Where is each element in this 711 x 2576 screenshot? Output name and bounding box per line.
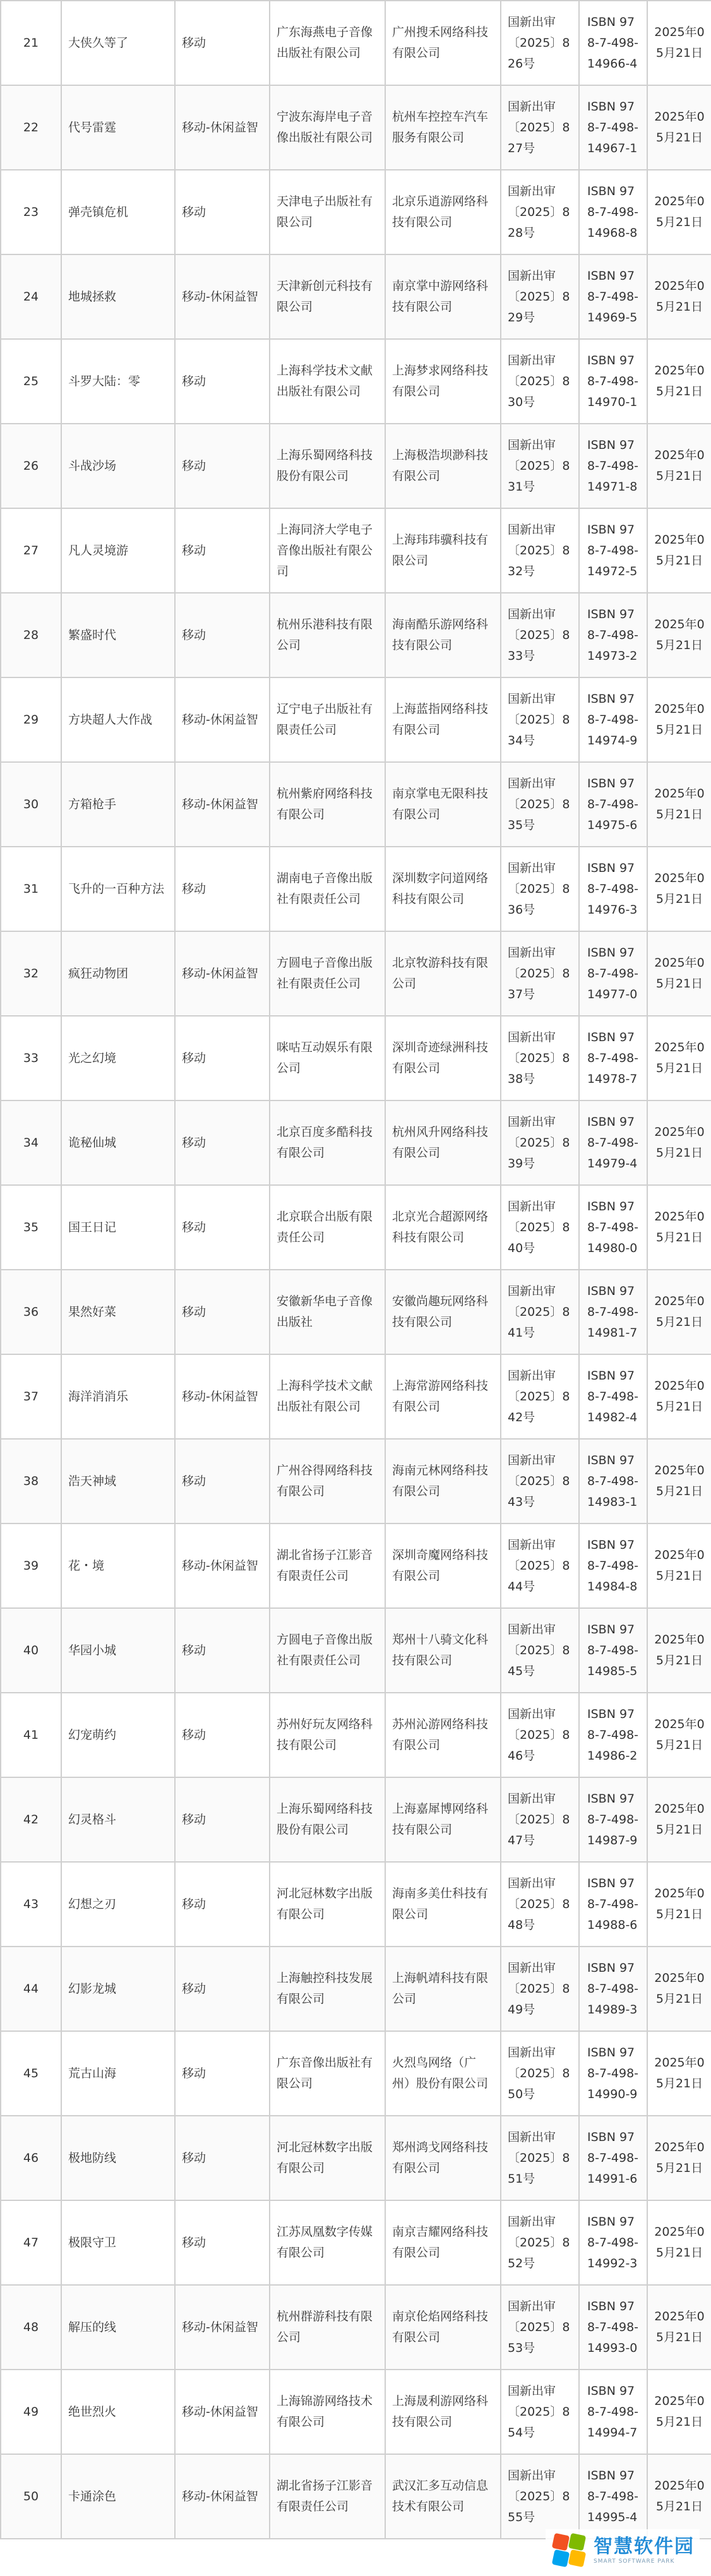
operator-cell: 南京伦焰网络科技有限公司: [385, 2285, 501, 2370]
approval-date-cell: 2025年05月21日: [647, 2116, 711, 2200]
publisher-cell: 方圆电子音像出版社有限责任公司: [270, 1608, 385, 1693]
game-category-cell: 移动: [175, 2031, 270, 2116]
table-row: [1, 931, 711, 1016]
game-category-cell: 移动-休闲益智: [175, 2370, 270, 2454]
approval-number-cell: 国新出审〔2025〕842号: [501, 1354, 579, 1439]
game-category-cell: 移动: [175, 170, 270, 254]
table-row: [1, 1777, 711, 1862]
game-name-cell: 幻灵格斗: [61, 1777, 175, 1862]
row-number-cell: 41: [1, 1693, 61, 1777]
table-row: [1, 1439, 711, 1524]
game-category-cell: 移动: [175, 1439, 270, 1524]
operator-cell: 南京掌中游网络科技有限公司: [385, 254, 501, 339]
approval-number-cell: 国新出审〔2025〕837号: [501, 931, 579, 1016]
publisher-cell: 广东海燕电子音像出版社有限公司: [270, 1, 385, 85]
row-number-cell: 50: [1, 2454, 61, 2539]
approval-date-cell: 2025年05月21日: [647, 762, 711, 847]
approval-date-cell: 2025年05月21日: [647, 424, 711, 508]
game-category-cell: 移动: [175, 339, 270, 424]
operator-cell: 武汉汇多互动信息技术有限公司: [385, 2454, 501, 2539]
isbn-cell: ISBN 978-7-498-14993-0: [579, 2285, 647, 2370]
isbn-cell: ISBN 978-7-498-14976-3: [579, 847, 647, 931]
table-row: [1, 508, 711, 593]
game-name-cell: 花・境: [61, 1524, 175, 1608]
game-name-cell: 幻宠萌约: [61, 1693, 175, 1777]
game-name-cell: 绝世烈火: [61, 2370, 175, 2454]
isbn-cell: ISBN 978-7-498-14994-7: [579, 2370, 647, 2454]
operator-cell: 上海常游网络科技有限公司: [385, 1354, 501, 1439]
isbn-cell: ISBN 978-7-498-14986-2: [579, 1693, 647, 1777]
operator-cell: 上海极浩坝渺科技有限公司: [385, 424, 501, 508]
game-name-cell: 国王日记: [61, 1185, 175, 1270]
isbn-cell: ISBN 978-7-498-14983-1: [579, 1439, 647, 1524]
game-name-cell: 方箱枪手: [61, 762, 175, 847]
table-row: [1, 1100, 711, 1185]
table-row: [1, 1947, 711, 2031]
approval-date-cell: 2025年05月21日: [647, 508, 711, 593]
row-number-cell: 49: [1, 2370, 61, 2454]
game-name-cell: 方块超人大作战: [61, 677, 175, 762]
approval-number-cell: 国新出审〔2025〕848号: [501, 1862, 579, 1947]
approval-date-cell: 2025年05月21日: [647, 847, 711, 931]
game-name-cell: 斗罗大陆：零: [61, 339, 175, 424]
row-number-cell: 44: [1, 1947, 61, 2031]
game-category-cell: 移动: [175, 1777, 270, 1862]
approval-number-cell: 国新出审〔2025〕835号: [501, 762, 579, 847]
game-category-cell: 移动: [175, 847, 270, 931]
row-number-cell: 35: [1, 1185, 61, 1270]
isbn-cell: ISBN 978-7-498-14975-6: [579, 762, 647, 847]
isbn-cell: ISBN 978-7-498-14992-3: [579, 2200, 647, 2285]
approval-date-cell: 2025年05月21日: [647, 1270, 711, 1354]
approval-number-cell: 国新出审〔2025〕851号: [501, 2116, 579, 2200]
row-number-cell: 43: [1, 1862, 61, 1947]
operator-cell: 上海帆靖科技有限公司: [385, 1947, 501, 2031]
isbn-cell: ISBN 978-7-498-14985-5: [579, 1608, 647, 1693]
row-number-cell: 32: [1, 931, 61, 1016]
approval-number-cell: 国新出审〔2025〕852号: [501, 2200, 579, 2285]
approval-date-cell: 2025年05月21日: [647, 1947, 711, 2031]
game-name-cell: 飞升的一百种方法: [61, 847, 175, 931]
approval-date-cell: 2025年05月21日: [647, 2200, 711, 2285]
publisher-cell: 江苏凤凰数字传媒有限公司: [270, 2200, 385, 2285]
isbn-cell: ISBN 978-7-498-14980-0: [579, 1185, 647, 1270]
game-category-cell: 移动: [175, 1608, 270, 1693]
approval-number-cell: 国新出审〔2025〕827号: [501, 85, 579, 170]
publisher-cell: 杭州紫府网络科技有限公司: [270, 762, 385, 847]
row-number-cell: 21: [1, 1, 61, 85]
approval-date-cell: 2025年05月21日: [647, 931, 711, 1016]
isbn-cell: ISBN 978-7-498-14995-4: [579, 2454, 647, 2539]
row-number-cell: 36: [1, 1270, 61, 1354]
game-name-cell: 果然好菜: [61, 1270, 175, 1354]
game-name-cell: 代号雷霆: [61, 85, 175, 170]
isbn-cell: ISBN 978-7-498-14991-6: [579, 2116, 647, 2200]
row-number-cell: 45: [1, 2031, 61, 2116]
table-row: [1, 1862, 711, 1947]
publisher-cell: 咪咕互动娱乐有限公司: [270, 1016, 385, 1100]
approval-date-cell: 2025年05月21日: [647, 254, 711, 339]
table-row: [1, 2031, 711, 2116]
approval-date-cell: 2025年05月21日: [647, 677, 711, 762]
row-number-cell: 31: [1, 847, 61, 931]
table-row: [1, 2200, 711, 2285]
table-row: [1, 762, 711, 847]
approval-number-cell: 国新出审〔2025〕845号: [501, 1608, 579, 1693]
game-name-cell: 华园小城: [61, 1608, 175, 1693]
table-row: [1, 1016, 711, 1100]
game-category-cell: 移动: [175, 508, 270, 593]
game-category-cell: 移动: [175, 2116, 270, 2200]
table-row: [1, 339, 711, 424]
operator-cell: 南京掌电无限科技有限公司: [385, 762, 501, 847]
game-category-cell: 移动: [175, 2200, 270, 2285]
isbn-cell: ISBN 978-7-498-14970-1: [579, 339, 647, 424]
isbn-cell: ISBN 978-7-498-14968-8: [579, 170, 647, 254]
game-category-cell: 移动: [175, 1947, 270, 2031]
row-number-cell: 48: [1, 2285, 61, 2370]
approval-date-cell: 2025年05月21日: [647, 339, 711, 424]
approval-number-cell: 国新出审〔2025〕832号: [501, 508, 579, 593]
operator-cell: 广州搜禾网络科技有限公司: [385, 1, 501, 85]
game-category-cell: 移动: [175, 1862, 270, 1947]
game-name-cell: 凡人灵境游: [61, 508, 175, 593]
approval-number-cell: 国新出审〔2025〕849号: [501, 1947, 579, 2031]
approval-number-cell: 国新出审〔2025〕833号: [501, 593, 579, 677]
watermark: [546, 2529, 700, 2571]
table-row: [1, 593, 711, 677]
approval-date-cell: 2025年05月21日: [647, 2454, 711, 2539]
table-row: [1, 1270, 711, 1354]
operator-cell: 北京乐逍游网络科技有限公司: [385, 170, 501, 254]
isbn-cell: ISBN 978-7-498-14969-5: [579, 254, 647, 339]
game-name-cell: 海洋消消乐: [61, 1354, 175, 1439]
game-category-cell: 移动-休闲益智: [175, 1524, 270, 1608]
game-name-cell: 地城拯救: [61, 254, 175, 339]
publisher-cell: 北京百度多酷科技有限公司: [270, 1100, 385, 1185]
table-row: [1, 2370, 711, 2454]
publisher-cell: 广州谷得网络科技有限公司: [270, 1439, 385, 1524]
publisher-cell: 湖北省扬子江影音有限责任公司: [270, 1524, 385, 1608]
publisher-cell: 上海同济大学电子音像出版社有限公司: [270, 508, 385, 593]
approval-number-cell: 国新出审〔2025〕854号: [501, 2370, 579, 2454]
game-category-cell: 移动-休闲益智: [175, 2454, 270, 2539]
row-number-cell: 46: [1, 2116, 61, 2200]
approval-date-cell: 2025年05月21日: [647, 1439, 711, 1524]
table-row: [1, 254, 711, 339]
publisher-cell: 杭州乐港科技有限公司: [270, 593, 385, 677]
game-name-cell: 斗战沙场: [61, 424, 175, 508]
approval-number-cell: 国新出审〔2025〕836号: [501, 847, 579, 931]
isbn-cell: ISBN 978-7-498-14989-3: [579, 1947, 647, 2031]
game-category-cell: 移动: [175, 1185, 270, 1270]
table-row: [1, 2454, 711, 2539]
publisher-cell: 杭州群游科技有限公司: [270, 2285, 385, 2370]
operator-cell: 海南元林网络科技有限公司: [385, 1439, 501, 1524]
row-number-cell: 47: [1, 2200, 61, 2285]
game-name-cell: 大侠久等了: [61, 1, 175, 85]
approval-date-cell: 2025年05月21日: [647, 2285, 711, 2370]
game-name-cell: 疯狂动物团: [61, 931, 175, 1016]
game-name-cell: 极限守卫: [61, 2200, 175, 2285]
row-number-cell: 27: [1, 508, 61, 593]
game-name-cell: 繁盛时代: [61, 593, 175, 677]
isbn-cell: ISBN 978-7-498-14984-8: [579, 1524, 647, 1608]
operator-cell: 郑州十八骑文化科技有限公司: [385, 1608, 501, 1693]
row-number-cell: 30: [1, 762, 61, 847]
operator-cell: 深圳数字问道网络科技有限公司: [385, 847, 501, 931]
approval-number-cell: 国新出审〔2025〕829号: [501, 254, 579, 339]
isbn-cell: ISBN 978-7-498-14967-1: [579, 85, 647, 170]
approval-number-cell: 国新出审〔2025〕844号: [501, 1524, 579, 1608]
operator-cell: 杭州车控控车汽车服务有限公司: [385, 85, 501, 170]
game-name-cell: 浩天神域: [61, 1439, 175, 1524]
game-category-cell: 移动: [175, 1016, 270, 1100]
isbn-cell: ISBN 978-7-498-14974-9: [579, 677, 647, 762]
row-number-cell: 28: [1, 593, 61, 677]
table-row: [1, 1, 711, 85]
publisher-cell: 方圆电子音像出版社有限责任公司: [270, 931, 385, 1016]
table-row: [1, 170, 711, 254]
game-name-cell: 光之幻境: [61, 1016, 175, 1100]
operator-cell: 上海梦求网络科技有限公司: [385, 339, 501, 424]
operator-cell: 上海玮玮骥科技有限公司: [385, 508, 501, 593]
approval-date-cell: 2025年05月21日: [647, 1, 711, 85]
game-category-cell: 移动: [175, 1270, 270, 1354]
game-category-cell: 移动-休闲益智: [175, 1354, 270, 1439]
watermark-logo-icon: [551, 2532, 587, 2568]
approval-date-cell: 2025年05月21日: [647, 1016, 711, 1100]
approval-number-cell: 国新出审〔2025〕831号: [501, 424, 579, 508]
table-row: [1, 2285, 711, 2370]
approval-date-cell: 2025年05月21日: [647, 1524, 711, 1608]
isbn-cell: ISBN 978-7-498-14977-0: [579, 931, 647, 1016]
row-number-cell: 39: [1, 1524, 61, 1608]
table-row: [1, 1608, 711, 1693]
approval-number-cell: 国新出审〔2025〕846号: [501, 1693, 579, 1777]
row-number-cell: 37: [1, 1354, 61, 1439]
approval-date-cell: 2025年05月21日: [647, 2370, 711, 2454]
game-name-cell: 极地防线: [61, 2116, 175, 2200]
approval-date-cell: 2025年05月21日: [647, 85, 711, 170]
game-category-cell: 移动: [175, 1693, 270, 1777]
publisher-cell: 北京联合出版有限责任公司: [270, 1185, 385, 1270]
approval-number-cell: 国新出审〔2025〕838号: [501, 1016, 579, 1100]
isbn-cell: ISBN 978-7-498-14979-4: [579, 1100, 647, 1185]
operator-cell: 深圳奇魔网络科技有限公司: [385, 1524, 501, 1608]
isbn-cell: ISBN 978-7-498-14982-4: [579, 1354, 647, 1439]
game-category-cell: 移动-休闲益智: [175, 85, 270, 170]
operator-cell: 海南酷乐游网络科技有限公司: [385, 593, 501, 677]
row-number-cell: 24: [1, 254, 61, 339]
operator-cell: 北京牧游科技有限公司: [385, 931, 501, 1016]
approval-number-cell: 国新出审〔2025〕830号: [501, 339, 579, 424]
game-name-cell: 卡通涂色: [61, 2454, 175, 2539]
game-category-cell: 移动-休闲益智: [175, 762, 270, 847]
publisher-cell: 湖北省扬子江影音有限责任公司: [270, 2454, 385, 2539]
publisher-cell: 苏州好玩友网络科技有限公司: [270, 1693, 385, 1777]
approval-number-cell: 国新出审〔2025〕841号: [501, 1270, 579, 1354]
approval-number-cell: 国新出审〔2025〕839号: [501, 1100, 579, 1185]
game-name-cell: 解压的线: [61, 2285, 175, 2370]
approval-number-cell: 国新出审〔2025〕850号: [501, 2031, 579, 2116]
publisher-cell: 河北冠林数字出版有限公司: [270, 1862, 385, 1947]
publisher-cell: 安徽新华电子音像出版社: [270, 1270, 385, 1354]
approval-date-cell: 2025年05月21日: [647, 1777, 711, 1862]
isbn-cell: ISBN 978-7-498-14971-8: [579, 424, 647, 508]
approval-date-cell: 2025年05月21日: [647, 1100, 711, 1185]
approval-date-cell: 2025年05月21日: [647, 2031, 711, 2116]
operator-cell: 上海晟利游网络科技有限公司: [385, 2370, 501, 2454]
approval-date-cell: 2025年05月21日: [647, 593, 711, 677]
approval-number-cell: 国新出审〔2025〕847号: [501, 1777, 579, 1862]
table-row: [1, 677, 711, 762]
row-number-cell: 22: [1, 85, 61, 170]
table-row: [1, 1693, 711, 1777]
approval-number-cell: 国新出审〔2025〕834号: [501, 677, 579, 762]
isbn-cell: ISBN 978-7-498-14990-9: [579, 2031, 647, 2116]
publisher-cell: 上海乐蜀网络科技股份有限公司: [270, 424, 385, 508]
publisher-cell: 广东音像出版社有限公司: [270, 2031, 385, 2116]
publisher-cell: 上海乐蜀网络科技股份有限公司: [270, 1777, 385, 1862]
operator-cell: 苏州沁游网络科技有限公司: [385, 1693, 501, 1777]
isbn-cell: ISBN 978-7-498-14981-7: [579, 1270, 647, 1354]
game-name-cell: 弹壳镇危机: [61, 170, 175, 254]
game-category-cell: 移动-休闲益智: [175, 254, 270, 339]
row-number-cell: 23: [1, 170, 61, 254]
row-number-cell: 42: [1, 1777, 61, 1862]
publisher-cell: 上海科学技术文献出版社有限公司: [270, 1354, 385, 1439]
row-number-cell: 38: [1, 1439, 61, 1524]
operator-cell: 深圳奇迹绿洲科技有限公司: [385, 1016, 501, 1100]
publisher-cell: 上海科学技术文献出版社有限公司: [270, 339, 385, 424]
row-number-cell: 26: [1, 424, 61, 508]
watermark-subtitle: SMART SOFTWARE PARK: [594, 2558, 675, 2565]
approval-number-cell: 国新出审〔2025〕843号: [501, 1439, 579, 1524]
operator-cell: 郑州鸿戈网络科技有限公司: [385, 2116, 501, 2200]
approval-number-cell: 国新出审〔2025〕828号: [501, 170, 579, 254]
watermark-title: 智慧软件园: [594, 2536, 695, 2558]
table-row: [1, 1524, 711, 1608]
approval-number-cell: 国新出审〔2025〕826号: [501, 1, 579, 85]
approval-date-cell: 2025年05月21日: [647, 170, 711, 254]
operator-cell: 海南多美仕科技有限公司: [385, 1862, 501, 1947]
table-row: [1, 847, 711, 931]
table-body: [1, 1, 711, 2539]
game-category-cell: 移动: [175, 424, 270, 508]
row-number-cell: 40: [1, 1608, 61, 1693]
game-category-cell: 移动: [175, 593, 270, 677]
isbn-cell: ISBN 978-7-498-14966-4: [579, 1, 647, 85]
isbn-cell: ISBN 978-7-498-14972-5: [579, 508, 647, 593]
approval-number-cell: 国新出审〔2025〕855号: [501, 2454, 579, 2539]
publisher-cell: 上海触控科技发展有限公司: [270, 1947, 385, 2031]
row-number-cell: 25: [1, 339, 61, 424]
operator-cell: 南京吉耀网络科技有限公司: [385, 2200, 501, 2285]
publisher-cell: 辽宁电子出版社有限责任公司: [270, 677, 385, 762]
isbn-cell: ISBN 978-7-498-14978-7: [579, 1016, 647, 1100]
game-name-cell: 幻影龙城: [61, 1947, 175, 2031]
row-number-cell: 33: [1, 1016, 61, 1100]
game-category-cell: 移动-休闲益智: [175, 2285, 270, 2370]
publisher-cell: 天津新创元科技有限公司: [270, 254, 385, 339]
approval-number-cell: 国新出审〔2025〕853号: [501, 2285, 579, 2370]
approval-date-cell: 2025年05月21日: [647, 1862, 711, 1947]
game-category-cell: 移动: [175, 1, 270, 85]
row-number-cell: 34: [1, 1100, 61, 1185]
game-category-cell: 移动-休闲益智: [175, 677, 270, 762]
isbn-cell: ISBN 978-7-498-14973-2: [579, 593, 647, 677]
operator-cell: 上海蓝指网络科技有限公司: [385, 677, 501, 762]
operator-cell: 安徽尚趣玩网络科技有限公司: [385, 1270, 501, 1354]
row-number-cell: 29: [1, 677, 61, 762]
game-name-cell: 诡秘仙城: [61, 1100, 175, 1185]
isbn-cell: ISBN 978-7-498-14987-9: [579, 1777, 647, 1862]
approval-date-cell: 2025年05月21日: [647, 1608, 711, 1693]
publisher-cell: 河北冠林数字出版有限公司: [270, 2116, 385, 2200]
game-name-cell: 幻想之刃: [61, 1862, 175, 1947]
table-row: [1, 2116, 711, 2200]
approval-date-cell: 2025年05月21日: [647, 1354, 711, 1439]
approval-number-cell: 国新出审〔2025〕840号: [501, 1185, 579, 1270]
operator-cell: 上海嘉犀博网络科技有限公司: [385, 1777, 501, 1862]
approval-date-cell: 2025年05月21日: [647, 1185, 711, 1270]
table-row: [1, 1185, 711, 1270]
game-category-cell: 移动: [175, 1100, 270, 1185]
operator-cell: 火烈鸟网络（广州）股份有限公司: [385, 2031, 501, 2116]
operator-cell: 北京光合超源网络科技有限公司: [385, 1185, 501, 1270]
approval-date-cell: 2025年05月21日: [647, 1693, 711, 1777]
publisher-cell: 宁波东海岸电子音像出版社有限公司: [270, 85, 385, 170]
table-row: [1, 1354, 711, 1439]
table-row: [1, 424, 711, 508]
game-category-cell: 移动-休闲益智: [175, 931, 270, 1016]
isbn-cell: ISBN 978-7-498-14988-6: [579, 1862, 647, 1947]
operator-cell: 杭州风升网络科技有限公司: [385, 1100, 501, 1185]
table-row: [1, 85, 711, 170]
game-name-cell: 荒古山海: [61, 2031, 175, 2116]
publisher-cell: 湖南电子音像出版社有限责任公司: [270, 847, 385, 931]
publisher-cell: 天津电子出版社有限公司: [270, 170, 385, 254]
publisher-cell: 上海锦游网络技术有限公司: [270, 2370, 385, 2454]
